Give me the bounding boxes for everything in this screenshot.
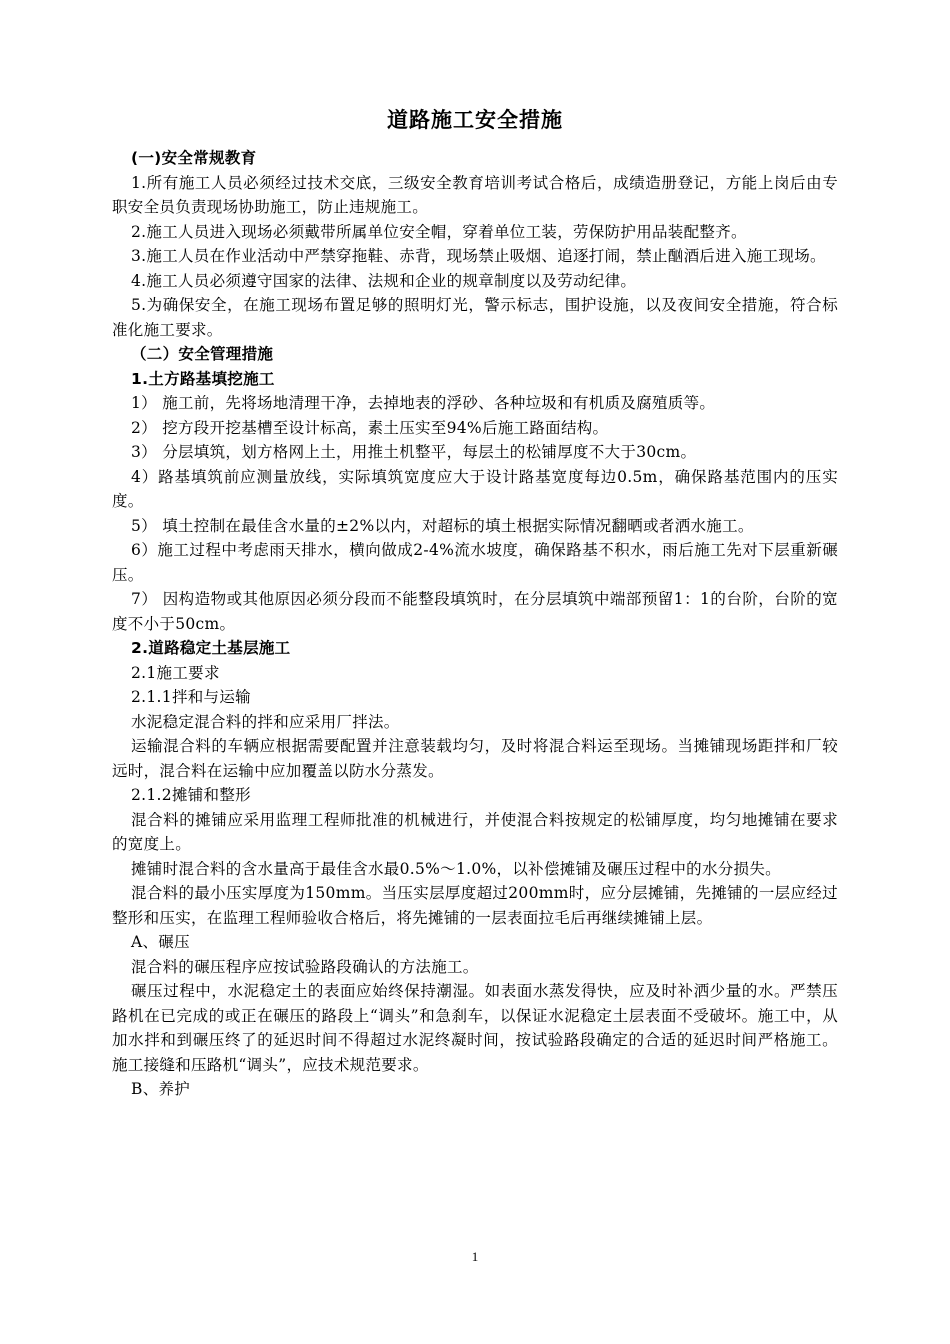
paragraph: 4.施工人员必须遵守国家的法律、法规和企业的规章制度以及劳动纪律。 bbox=[131, 271, 637, 290]
page-number: 1 bbox=[471, 1249, 479, 1264]
paragraph: 5） 填土控制在最佳含水量的±2%以内，对超标的填土根据实际情况翻晒或者洒水施工。 bbox=[131, 516, 754, 535]
document-title: 道路施工安全措施 bbox=[387, 108, 563, 132]
section-heading: 2.道路稳定土基层施工 bbox=[131, 639, 291, 657]
paragraph: 5.为确保安全，在施工现场布置足够的照明灯光，警示标志，围护设施，以及夜间安全措施，符合标准化施工要求。 bbox=[112, 296, 838, 339]
section-heading: (一)安全常规教育 bbox=[131, 149, 257, 167]
paragraph: 2） 挖方段开挖基槽至设计标高，素土压实至94%后施工路面结构。 bbox=[131, 418, 609, 437]
paragraph: 3） 分层填筑，划方格网上土，用推土机整平，每层土的松铺厚度不大于30cm。 bbox=[131, 443, 697, 461]
paragraph: B、养护 bbox=[131, 1080, 191, 1098]
paragraph: 2.1.1拌和与运输 bbox=[131, 688, 251, 706]
paragraph: 7） 因构造物或其他原因必须分段而不能整段填筑时，在分层填筑中端部预留1：1的台阶，台阶的宽度不小于50cm。 bbox=[112, 590, 838, 633]
paragraph: 3.施工人员在作业活动中严禁穿拖鞋、赤背，现场禁止吸烟、追逐打闹，禁止酗酒后进入施工现场。 bbox=[131, 247, 826, 265]
paragraph: 运输混合料的车辆应根据需要配置并注意装载均匀，及时将混合料运至现场。当摊铺现场距拌和厂较远时，混合料在运输中应加覆盖以防水分蒸发。 bbox=[112, 737, 838, 780]
paragraph: 水泥稳定混合料的拌和应采用厂拌法。 bbox=[131, 712, 400, 731]
document-body bbox=[112, 146, 838, 1102]
paragraph: 6）施工过程中考虑雨天排水，横向做成2-4%流水坡度，确保路基不积水，雨后施工先对下层重新碾压。 bbox=[112, 541, 838, 584]
paragraph: 1） 施工前，先将场地清理干净，去掉地表的浮砂、各种垃圾和有机质及腐殖质等。 bbox=[131, 394, 716, 412]
paragraph: 2.1.2摊铺和整形 bbox=[131, 786, 251, 804]
paragraph: A、碾压 bbox=[131, 933, 190, 951]
paragraph: 混合料的碾压程序应按试验路段确认的方法施工。 bbox=[131, 957, 479, 976]
section-heading: （二）安全管理措施 bbox=[131, 345, 274, 363]
section-heading: 1.土方路基填挖施工 bbox=[131, 369, 275, 388]
paragraph: 4）路基填筑前应测量放线，实际填筑宽度应大于设计路基宽度每边0.5m，确保路基范围内的压实度。 bbox=[112, 467, 838, 510]
paragraph: 碾压过程中，水泥稳定土的表面应始终保持潮湿。如表面水蒸发得快，应及时补洒少量的水。严禁压路机在已完成的或正在碾压的路段上“调头”和急刹车，以保证水泥稳定土层表面不受破坏。施工中，从加水拌和到碾压终了的延迟时间不得超过水泥终凝时间，按试验路段确定的合适的延迟时间严格施工。施工接缝和压路机“调头”，应技术规范要求。 bbox=[112, 982, 838, 1074]
paragraph: 2.1施工要求 bbox=[131, 663, 220, 682]
paragraph: 2.施工人员进入现场必须戴带所属单位安全帽，穿着单位工装，劳保防护用品装配整齐。 bbox=[131, 222, 747, 241]
paragraph: 1.所有施工人员必须经过技术交底，三级安全教育培训考试合格后，成绩造册登记，方能上岗后由专职安全员负责现场协助施工，防止违规施工。 bbox=[112, 173, 838, 216]
paragraph: 混合料的最小压实厚度为150mm。当压实层厚度超过200mm时，应分层摊铺，先摊铺的一层应经过整形和压实，在监理工程师验收合格后，将先摊铺的一层表面拉毛后再继续摊铺上层。 bbox=[112, 884, 838, 927]
paragraph: 摊铺时混合料的含水量高于最佳含水最0.5%～1.0%，以补偿摊铺及碾压过程中的水分损失。 bbox=[131, 859, 781, 878]
paragraph: 混合料的摊铺应采用监理工程师批准的机械进行，并使混合料按规定的松铺厚度，均匀地摊铺在要求的宽度上。 bbox=[112, 810, 838, 853]
